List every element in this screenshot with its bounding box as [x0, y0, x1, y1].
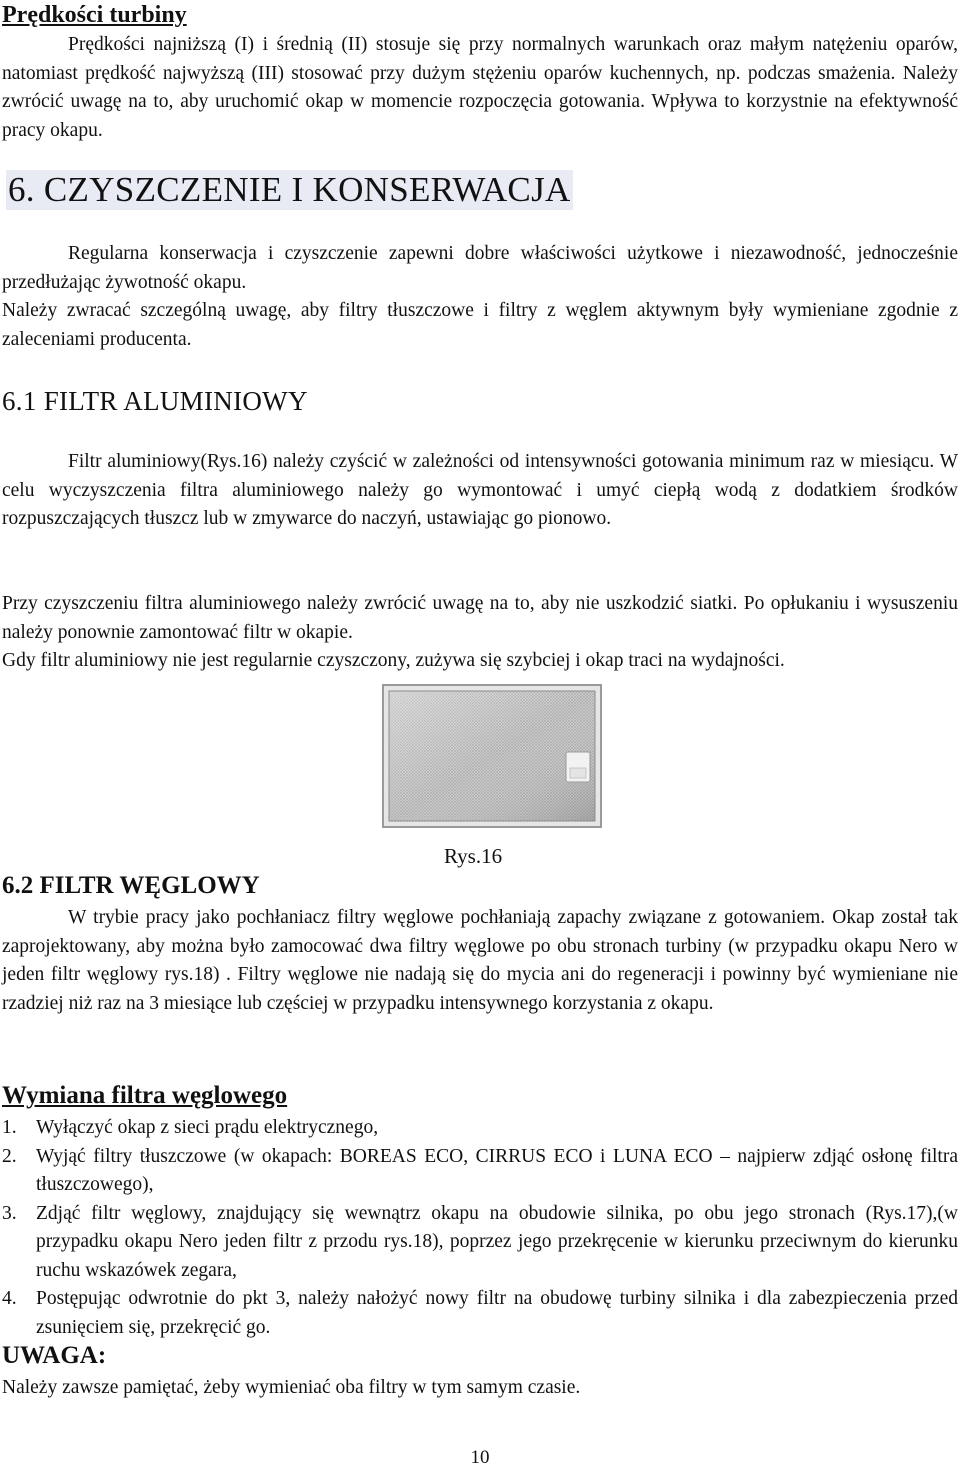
section-6-heading: 6. CZYSZCZENIE I KONSERWACJA — [8, 170, 571, 209]
section-6-1-body — [2, 448, 958, 534]
replacement-steps-list — [2, 1114, 958, 1342]
turbine-speeds-section — [2, 31, 958, 145]
step-number: 4. — [2, 1288, 17, 1309]
step-number: 1. — [2, 1117, 17, 1138]
list-item — [2, 1143, 958, 1200]
turbine-speeds-text: Prędkości najniższą (I) i średnią (II) stosuje się przy normalnych warunkach oraz małym natężeniu oparów, natomiast prędkość najwyższą (III) stosować przy dużym stężeniu oparów kuchennych, np. podczas smażenia. Należy zwrócić uwagę na to, aby uruchomić okap w momencie rozpoczęcia gotowania. Wpływa to korzystnie na efektywność pracy okapu. — [2, 34, 958, 141]
section-6-2-heading: 6.2 FILTR WĘGLOWY — [2, 872, 260, 899]
list-item — [2, 1285, 958, 1342]
section-6-1-heading: 6.1 FILTR ALUMINIOWY — [2, 386, 308, 416]
warning-text: Należy zawsze pamiętać, żeby wymieniać oba filtry w tym samym czasie. — [2, 1377, 581, 1398]
section-6-1-paragraph-1: Filtr aluminiowy(Rys.16) należy czyścić w zależności od intensywności gotowania minimum raz w miesiącu. W celu wyczyszczenia filtra aluminiowego należy go wymontować i umyć ciepłą wodą z dodatkiem środków rozpuszczających tłuszcz lub w zmywarce do naczyń, ustawiając go pionowo. — [2, 451, 958, 529]
figure-caption: Rys.16 — [444, 844, 503, 868]
section-6-body — [2, 240, 958, 354]
warning-heading: UWAGA: — [2, 1342, 107, 1369]
step-text: Zdjąć filtr węglowy, znajdujący się wewnątrz okapu na obudowie silnika, po obu jego stronach (Rys.17),(w przypadku okapu Nero jeden filtr z przodu rys.18), poprzez jego przekręcenie w kierunku przeciwnym do kierunku ruchu wskazówek zegara, — [36, 1202, 958, 1281]
section-6-1-paragraph-3: Gdy filtr aluminiowy nie jest regularnie czyszczony, zużywa się szybciej i okap traci na wydajności. — [2, 650, 785, 671]
turbine-speeds-heading: Prędkości turbiny — [2, 2, 187, 28]
page-number: 10 — [470, 1447, 490, 1468]
section-6-2-body — [2, 904, 958, 1018]
aluminium-filter-image — [380, 682, 604, 830]
filter-replacement-heading: Wymiana filtra węglowego — [2, 1082, 288, 1109]
section-6-paragraph-1: Regularna konserwacja i czyszczenie zapewni dobre właściwości użytkowe i niezawodność, jednocześnie przedłużając żywotność okapu. — [2, 243, 958, 293]
step-number: 3. — [2, 1202, 17, 1224]
section-6-paragraph-2: Należy zwracać szczególną uwagę, aby filtry tłuszczowe i filtry z węglem aktywnym były wymieniane zgodnie z zaleceniami producenta. — [2, 300, 958, 350]
section-6-1-body-2 — [2, 590, 958, 676]
step-number: 2. — [2, 1145, 17, 1167]
list-item — [2, 1200, 958, 1286]
step-text: Postępując odwrotnie do pkt 3, należy nałożyć nowy filtr na obudowę turbiny silnika i dla zabezpieczenia przed zsunięciem się, przekręcić go. — [36, 1288, 958, 1338]
section-6-1-paragraph-2: Przy czyszczeniu filtra aluminiowego należy zwrócić uwagę na to, aby nie uszkodzić siatki. Po opłukaniu i wysuszeniu należy ponownie zamontować filtr w okapie. — [2, 593, 958, 643]
list-item — [2, 1114, 958, 1143]
section-6-2-paragraph-1: W trybie pracy jako pochłaniacz filtry węglowe pochłaniają zapachy związane z gotowaniem. Okap został tak zaprojektowany, aby można było zamocować dwa filtry węglowe po obu stronach turbiny (w przypadku okapu Nero w jeden filtr węglowy rys.18) . Filtry węglowe nie nadają się do mycia ani do regeneracji i powinny być wymieniane nie rzadziej niż raz na 3 miesiące lub częściej w przypadku intensywnego korzystania z okapu. — [2, 907, 958, 1014]
step-text: Wyjąć filtry tłuszczowe (w okapach: BOREAS ECO, CIRRUS ECO i LUNA ECO – najpierw zdjąć osłonę filtra tłuszczowego), — [36, 1145, 958, 1195]
step-text: Wyłączyć okap z sieci prądu elektrycznego, — [36, 1117, 379, 1138]
